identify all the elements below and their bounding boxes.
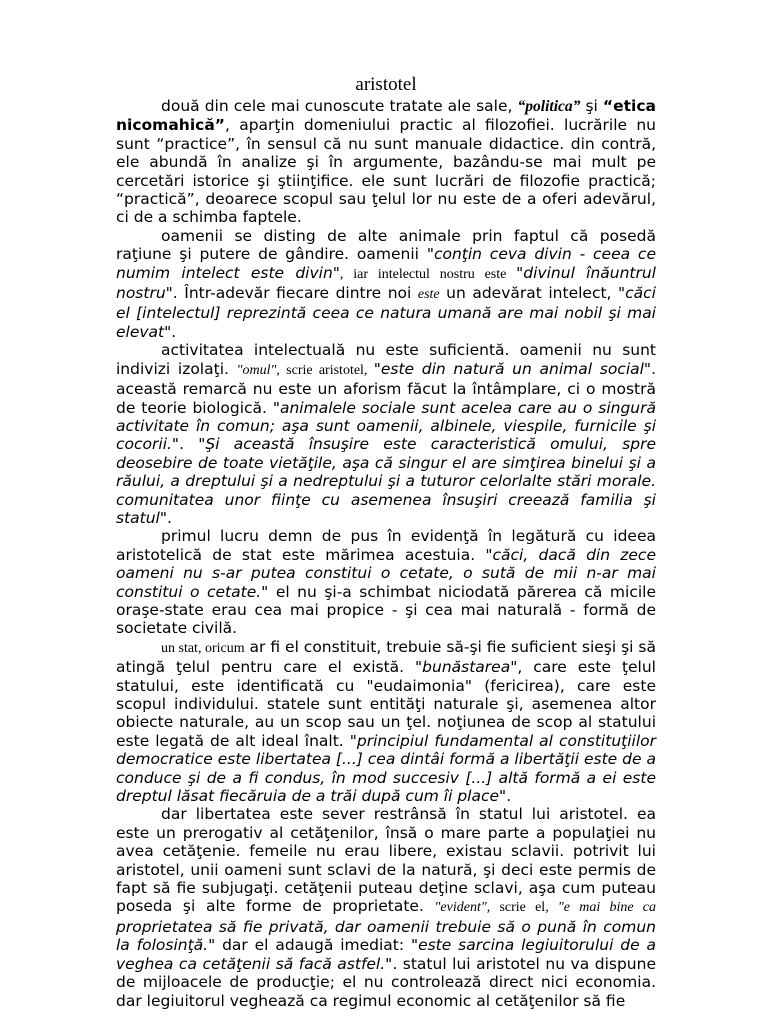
paragraph-5 [116,638,656,806]
text-segment: şi [580,97,603,115]
text-segment: "bunăstarea" [415,658,518,677]
text-segment: "principiul fundamental al constituţiilor democratice este libertatea [...] cea dintâi formă a libertăţii este de a conduce şi de a fi condus, în mod succesiv [...] altă formă a ei este dreptul lăsat fiecăruia de a trăi după cum îi place" [116,731,656,806]
text-segment: el nu şi-a schimbat niciodată părerea că micile oraşe-state erau cea mai propice - şi cea mai naturală - formă de societate civilă. [116,582,657,638]
text-segment: un stat, oricum [161,640,245,656]
text-segment: "Şi această însuşire este caracteristică omului, spre deosebire de toate vietăţile, aşa că singur el are simţirea binelui şi a răului, a dreptului şi a nedreptului şi a tuturor celorlalte stări morale. comunitatea unor fiinţe cu asemenea însuşiri creează familia şi statul" [116,435,656,527]
text-segment: , iar intelectul nostru este [339,266,517,282]
text-segment: două din cele mai cunoscute tratate ale sale, [161,97,518,115]
text-segment: un adevărat intelect, [439,284,619,303]
text-segment: primul lucru demn de pus în evidenţă în legătură cu ideea aristotelică de stat este mărimea acestuia. [116,527,656,564]
text-segment: oamenii se disting de alte animale prin faptul că posedă raţiune şi putere de gândire. oamenii [116,226,656,264]
text-segment: . [179,435,199,454]
text-segment: este [417,287,440,303]
text-segment: , care este ţelul statului, este identificată cu "eudaimonia" (fericirea), care este scopul individului. statele sunt entităţi naturale şi, asemenea altor obiecte naturale, au un scop sau un ţel. noţiunea de scop al statului este legată de alt ideal înalt. [116,658,656,750]
text-segment: . Într-adevăr fiecare dintre noi [172,284,418,303]
paragraph-4 [116,527,656,637]
text-segment: , aparţin domeniului practic al filozofiei. lucrările nu sunt “practice”, în sensul că nu sunt manuale didactice. din contră, ele abundă în analize şi în argumente, bazându-se mai mult pe cercetări istorice şi ştiinţifice. ele sunt lucrări de filozofie practică; “practică”, deoarece scopul sau ţelul lor nu este de a oferi adevărul, ci de a schimba faptele. [116,116,656,227]
paragraph-1 [116,97,656,227]
text-segment: dar el adaugă imediat: [215,936,411,955]
text-segment: “politica” [517,98,581,115]
text-segment: dar libertatea este sever restrânsă în statul lui aristotel. ea este un prerogativ al cetăţenilor, însă o mare parte a populaţiei nu avea cetăţenie. femeile nu erau libere, existau sclavii. potrivit lui aristotel, unii oameni sunt sclavi de la natură, şi deci este permis de fapt să fie subjugaţi. cetăţenii puteau deţine sclavi, aşa cum puteau poseda şi alte forme de proprietate. [116,805,656,916]
text-segment: "căci el [intelectul] reprezintă ceea ce natura umană are mai nobil şi mai elevat" [116,284,656,341]
text-segment: "evident" [434,900,487,916]
text-segment: "conţin ceva divin - ceea ce numim intelect este divin" [116,245,656,282]
text-segment: "animalele sociale sunt acelea care au o singură activitate în comun; aşa sunt oamenii, albinele, viespile, furnicile şi cocorii." [116,398,656,454]
text-segment: "divinul înăuntrul nostru" [116,263,656,303]
document-title: aristotel [355,74,417,95]
paragraph-2 [116,227,656,341]
text-segment: activitatea intelectuală nu este suficientă. oamenii nu sunt indivizi izolaţi. [116,341,656,378]
text-segment: "este din natură un animal social" [373,359,652,378]
text-segment: “etica nicomahică” [116,97,656,135]
text-segment: "căci, dacă din zece oameni nu s-ar putea constitui o cetate, o sută de mii n-ar mai constitui o cetate." [116,545,656,601]
text-segment: , scrie aristotel, [276,362,374,378]
text-segment: "omul" [236,362,277,378]
paragraph-3 [116,341,656,527]
text-segment: proprietatea să fie privată, dar oamenii trebuie să o pună în comun la folosinţă." [116,917,656,955]
text-segment: . [506,787,512,806]
document-body [116,97,656,1010]
text-segment: "e mai bine ca [557,900,656,916]
paragraph-6 [116,805,656,1009]
text-segment: . [171,322,177,341]
text-segment: , scrie el, [486,900,558,916]
text-segment: . [167,508,172,527]
text-segment: . statul lui aristotel nu va dispune de mijloacele de producţie; el nu controlează direct nici economia. dar legiuitorul veghează ca regimul economic al cetăţenilor să fie [116,954,656,1010]
text-segment: ar fi el constituit, trebuie să-şi fie suficient sieşi şi să atingă ţelul pentru care el există. [116,637,656,677]
text-segment: . această remarcă nu este un aforism făcut la întâmplare, ci o mostră de teorie biologică. [116,359,656,417]
text-segment: "este sarcina legiuitorului de a veghea ca cetăţenii să facă astfel." [116,936,656,973]
